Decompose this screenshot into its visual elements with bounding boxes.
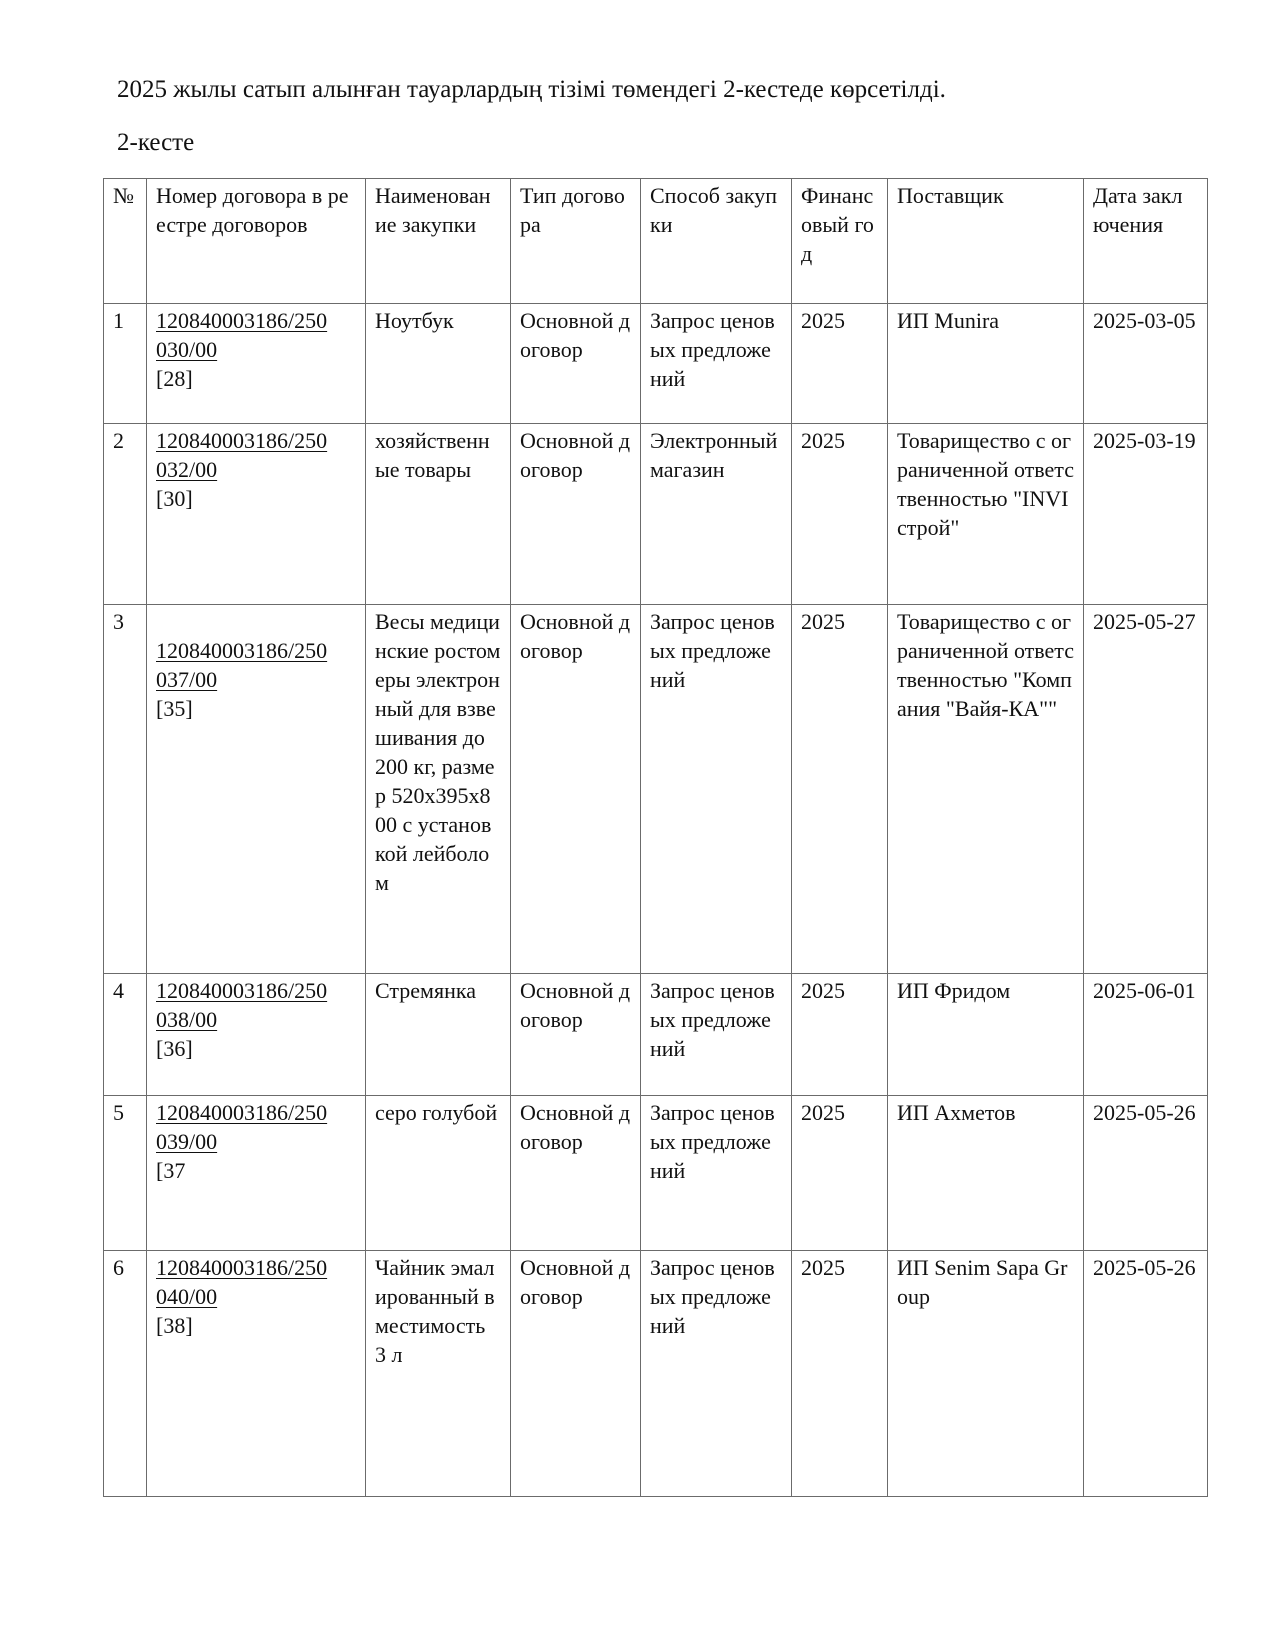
header-contract-type: Тип договора — [511, 179, 641, 304]
contract-number-link[interactable]: 120840003186/250 040/00 — [156, 1255, 328, 1309]
cell-purchase-method: Запрос ценовых предложений — [641, 1251, 792, 1497]
cell-purchase-method: Запрос ценовых предложений — [641, 1096, 792, 1251]
cell-purchase-name: Чайник эмалированный вместимость 3 л — [366, 1251, 511, 1497]
contract-number-link[interactable]: 120840003186/250 037/00 — [156, 638, 328, 692]
contract-reference: [35] — [156, 696, 193, 721]
cell-date: 2025-05-26 — [1084, 1096, 1208, 1251]
cell-supplier: ИП Munira — [888, 304, 1084, 424]
table-row — [104, 304, 1208, 424]
cell-date: 2025-06-01 — [1084, 974, 1208, 1096]
cell-number: 3 — [104, 605, 147, 974]
cell-date: 2025-03-19 — [1084, 424, 1208, 605]
header-purchase-name: Наименование закупки — [366, 179, 511, 304]
contract-reference: [36] — [156, 1036, 193, 1061]
cell-date: 2025-03-05 — [1084, 304, 1208, 424]
cell-purchase-name: Стремянка — [366, 974, 511, 1096]
cell-number: 2 — [104, 424, 147, 605]
cell-fiscal-year: 2025 — [792, 1251, 888, 1497]
contract-reference: [37 — [156, 1158, 186, 1183]
table-row — [104, 974, 1208, 1096]
table-row — [104, 1251, 1208, 1497]
cell-number: 5 — [104, 1096, 147, 1251]
cell-purchase-method: Запрос ценовых предложений — [641, 304, 792, 424]
contract-number-link[interactable]: 120840003186/250 032/00 — [156, 428, 328, 482]
cell-contract-type: Основной договор — [511, 1096, 641, 1251]
header-fiscal-year: Финансовый год — [792, 179, 888, 304]
cell-purchase-method: Запрос ценовых предложений — [641, 974, 792, 1096]
table-row — [104, 424, 1208, 605]
contract-number-link[interactable]: 120840003186/250 039/00 — [156, 1100, 328, 1154]
table-caption: 2-кесте — [117, 129, 195, 156]
cell-contract-type: Основной договор — [511, 605, 641, 974]
cell-fiscal-year: 2025 — [792, 304, 888, 424]
table-row — [104, 1096, 1208, 1251]
contract-reference: [30] — [156, 486, 193, 511]
cell-contract-number — [147, 974, 366, 1096]
cell-contract-type: Основной договор — [511, 424, 641, 605]
header-purchase-method: Способ закупки — [641, 179, 792, 304]
cell-date: 2025-05-26 — [1084, 1251, 1208, 1497]
cell-supplier: Товарищество с ограниченной ответственностью "Компания "Вайя-КА"" — [888, 605, 1084, 974]
cell-number: 6 — [104, 1251, 147, 1497]
header-supplier: Поставщик — [888, 179, 1084, 304]
table-header-row — [104, 179, 1208, 304]
contract-number-link[interactable]: 120840003186/250 030/00 — [156, 308, 328, 362]
cell-purchase-name: хозяйственные товары — [366, 424, 511, 605]
cell-date: 2025-05-27 — [1084, 605, 1208, 974]
contract-number-link[interactable]: 120840003186/250 038/00 — [156, 978, 328, 1032]
contract-reference: [28] — [156, 366, 193, 391]
contracts-table — [103, 178, 1208, 1497]
cell-contract-number — [147, 605, 366, 974]
table-row — [104, 605, 1208, 974]
cell-fiscal-year: 2025 — [792, 424, 888, 605]
header-number: № — [104, 179, 147, 304]
cell-purchase-name: Ноутбук — [366, 304, 511, 424]
cell-contract-type: Основной договор — [511, 974, 641, 1096]
header-date: Дата заключения — [1084, 179, 1208, 304]
header-contract-number: Номер договора в реестре договоров — [147, 179, 366, 304]
cell-supplier: Товарищество с ограниченной ответственностью "INVI строй" — [888, 424, 1084, 605]
intro-paragraph: 2025 жылы сатып алынған тауарлардың тізімі төмендегі 2-кестеде көрсетілді. — [117, 76, 946, 103]
cell-contract-number — [147, 304, 366, 424]
cell-supplier: ИП Ахметов — [888, 1096, 1084, 1251]
cell-fiscal-year: 2025 — [792, 974, 888, 1096]
cell-number: 1 — [104, 304, 147, 424]
cell-contract-type: Основной договор — [511, 304, 641, 424]
cell-purchase-name: серо голубой — [366, 1096, 511, 1251]
cell-fiscal-year: 2025 — [792, 1096, 888, 1251]
cell-contract-number — [147, 1096, 366, 1251]
cell-purchase-method: Запрос ценовых предложений — [641, 605, 792, 974]
cell-supplier: ИП Фридом — [888, 974, 1084, 1096]
cell-contract-number — [147, 424, 366, 605]
contract-reference: [38] — [156, 1313, 193, 1338]
cell-number: 4 — [104, 974, 147, 1096]
cell-purchase-name: Весы медицинские ростомеры электронный для взвешивания до 200 кг, размер 520x395x800 с установкой лейболом — [366, 605, 511, 974]
cell-contract-number — [147, 1251, 366, 1497]
cell-fiscal-year: 2025 — [792, 605, 888, 974]
cell-purchase-method: Электронный магазин — [641, 424, 792, 605]
cell-contract-type: Основной договор — [511, 1251, 641, 1497]
cell-supplier: ИП Senim Sapa Group — [888, 1251, 1084, 1497]
